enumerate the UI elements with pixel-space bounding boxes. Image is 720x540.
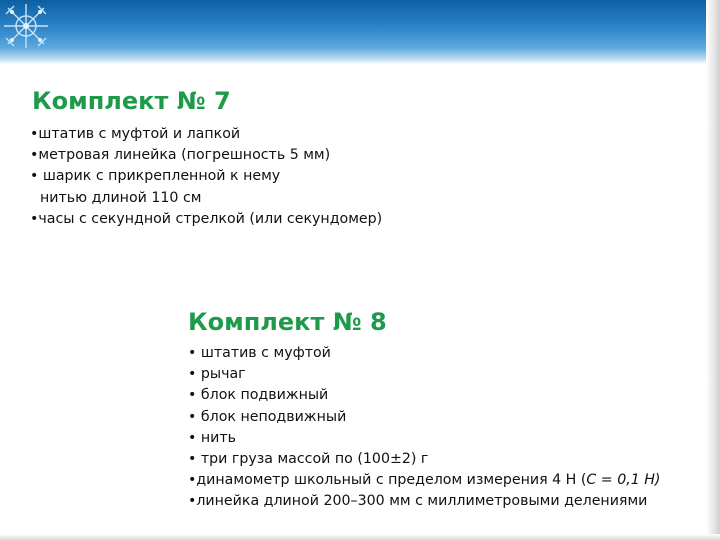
kit-7-title: Комплект № 7 [32, 87, 231, 115]
list-item: •метровая линейка (погрешность 5 мм) [30, 147, 331, 164]
list-item-continuation: нитью длиной 110 см [40, 189, 202, 206]
kit-8-items [188, 343, 660, 513]
header-band [0, 0, 720, 64]
atom-grid-logo-icon [2, 2, 50, 50]
list-item: • шарик с прикрепленной к нему [30, 168, 281, 185]
dynamometer-text: •динамометр школьный с пределом измерения 4 Н ( [188, 472, 587, 489]
list-item: • блок неподвижный [188, 408, 347, 425]
kit-7-items [30, 124, 382, 230]
list-item: • три груза массой по (100±2) г [188, 451, 429, 468]
bottom-shadow-line [0, 534, 720, 540]
list-item: • штатив с муфтой [188, 345, 331, 361]
list-item-dynamometer [188, 470, 660, 491]
list-item: • рычаг [188, 366, 246, 383]
list-item: • нить [188, 429, 237, 446]
list-item: •линейка длиной 200–300 мм с миллиметровыми делениями [188, 493, 648, 510]
list-item: •часы с секундной стрелкой (или секундомер) [30, 210, 383, 227]
kit-8-title: Комплект № 8 [188, 308, 387, 336]
dynamometer-precision: С = 0,1 Н) [586, 472, 661, 489]
side-shadow-strip [706, 0, 720, 540]
list-item: • блок подвижный [188, 387, 329, 404]
list-item: •штатив с муфтой и лапкой [30, 126, 241, 142]
